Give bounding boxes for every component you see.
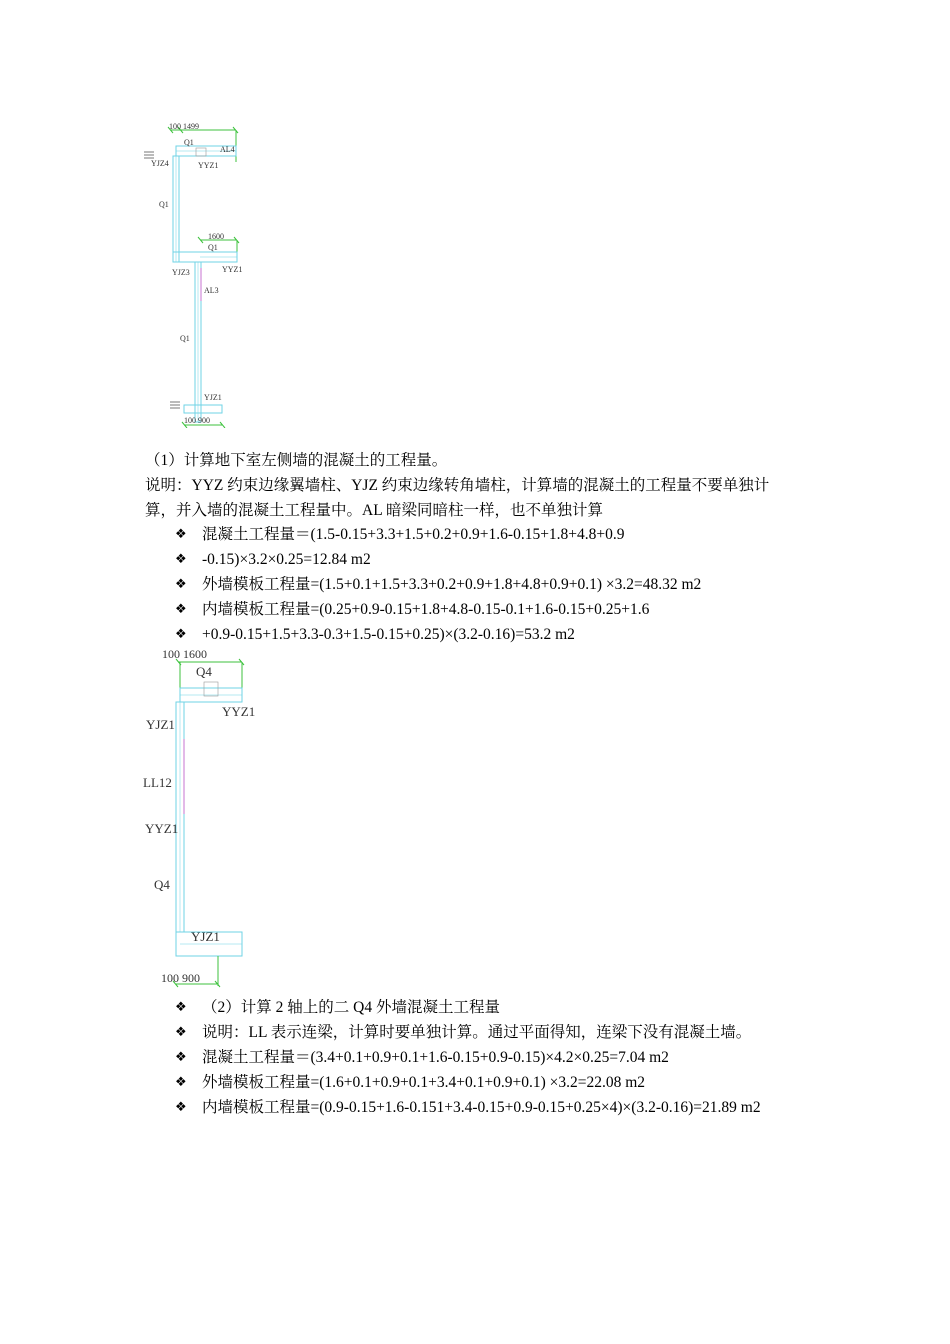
list-item: [175, 1045, 761, 1070]
dim-top-label: 100 1600: [162, 647, 207, 661]
q1-mid-label: Q1: [159, 200, 169, 209]
bullet-icon: ❖: [175, 577, 187, 592]
list-item: [175, 547, 701, 572]
yjz1-top-label: YJZ1: [146, 717, 175, 732]
bullet-icon: ❖: [175, 1000, 187, 1015]
section1-note-line2: 算，并入墙的混凝土工程量中。AL 暗梁同暗柱一样，也不单独计算: [145, 502, 603, 519]
q4-top-label: Q4: [196, 664, 212, 679]
list-item-text: -0.15)×3.2×0.25=12.84 m2: [202, 551, 371, 568]
list-item: [175, 1070, 761, 1095]
list-item-text: 内墙模板工程量=(0.9-0.15+1.6-0.151+3.4-0.15+0.9-0.15+0.25×4)×(3.2-0.16)=21.89 m2: [202, 1099, 761, 1116]
bullet-icon: ❖: [175, 602, 187, 617]
list-item-text: 说明：LL 表示连梁，计算时要单独计算。通过平面得知，连梁下没有混凝土墙。: [202, 1024, 752, 1041]
q1-low-label: Q1: [180, 334, 190, 343]
dim-1600-label: 1600: [208, 232, 224, 241]
list-item: [175, 1020, 761, 1045]
yjz1-label: YJZ1: [204, 393, 222, 402]
dim-top-label: 100 1499: [169, 122, 199, 131]
bullet-icon: ❖: [175, 1025, 187, 1040]
section1-bullet-list: [175, 522, 701, 647]
wall-plan-diagram-1: [140, 118, 260, 428]
bullet-icon: ❖: [175, 627, 187, 642]
bullet-icon: ❖: [175, 552, 187, 567]
ll12-label: LL12: [143, 775, 172, 790]
bullet-icon: ❖: [175, 1075, 187, 1090]
list-item: [175, 597, 701, 622]
dim-bottom-label: 100 900: [161, 971, 200, 985]
yjz4-label: YJZ4: [151, 159, 169, 168]
list-item-text: 混凝土工程量＝(1.5-0.15+3.3+1.5+0.2+0.9+1.6-0.15+1.8+4.8+0.9: [202, 526, 625, 543]
list-item-text: 混凝土工程量＝(3.4+0.1+0.9+0.1+1.6-0.15+0.9-0.15)×4.2×0.25=7.04 m2: [202, 1049, 669, 1066]
yyz1-top-label: YYZ1: [222, 704, 256, 719]
yyz1-mid-label: YYZ1: [222, 265, 243, 274]
bullet-icon: ❖: [175, 1050, 187, 1065]
dim-bottom-label: 100 900: [184, 416, 210, 425]
list-item: [175, 522, 701, 547]
al3-label: AL3: [204, 286, 219, 295]
q1-mid2-label: Q1: [208, 243, 218, 252]
bullet-icon: ❖: [175, 1100, 187, 1115]
list-item-text: +0.9-0.15+1.5+3.3-0.3+1.5-0.15+0.25)×(3.2-0.16)=53.2 m2: [202, 626, 575, 643]
al4-label: AL4: [220, 145, 235, 154]
list-item-text: 内墙模板工程量=(0.25+0.9-0.15+1.8+4.8-0.15-0.1+1.6-0.15+0.25+1.6: [202, 601, 650, 618]
yjz1-bottom-label: YJZ1: [191, 929, 220, 944]
section1-note-line1: 说明：YYZ 约束边缘翼墙柱、YJZ 约束边缘转角墙柱，计算墙的混凝土的工程量不要单独计: [145, 477, 770, 494]
bullet-icon: ❖: [175, 527, 187, 542]
yyz1-top-label: YYZ1: [198, 161, 219, 170]
list-item: [175, 1095, 761, 1120]
section2-bullet-list: [175, 995, 761, 1120]
list-item-text: 外墙模板工程量=(1.5+0.1+1.5+3.3+0.2+0.9+1.8+4.8+0.9+0.1) ×3.2=48.32 m2: [202, 576, 702, 593]
wall-plan-diagram-2: [140, 644, 280, 994]
list-item-text: 外墙模板工程量=(1.6+0.1+0.9+0.1+3.4+0.1+0.9+0.1) ×3.2=22.08 m2: [202, 1074, 646, 1091]
q1-top-label: Q1: [184, 138, 194, 147]
yjz3-label: YJZ3: [172, 268, 190, 277]
yyz1-mid-label: YYZ1: [145, 821, 179, 836]
list-item: [175, 995, 761, 1020]
list-item: [175, 572, 701, 597]
q4-mid-label: Q4: [154, 877, 170, 892]
list-item-text: （2）计算 2 轴上的二 Q4 外墙混凝土工程量: [202, 999, 500, 1016]
section1-heading: （1）计算地下室左侧墙的混凝土的工程量。: [145, 452, 448, 469]
